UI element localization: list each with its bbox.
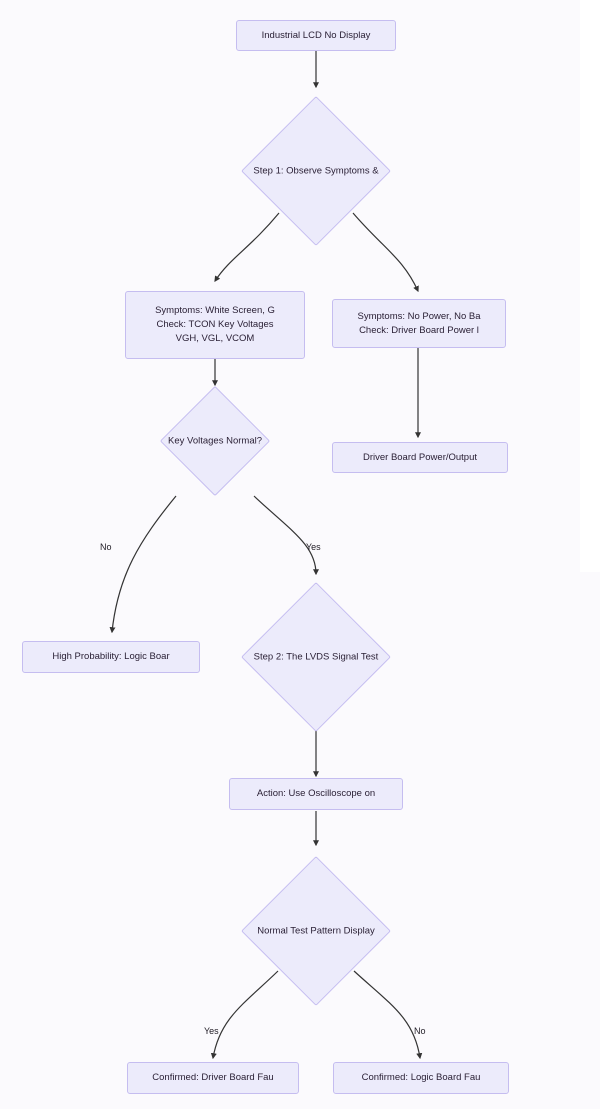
- node-pattern-question-label: Normal Test Pattern Display: [257, 925, 375, 937]
- node-driver-board-output[interactable]: [332, 442, 508, 473]
- node-confirmed-logic-board-fault-label: Confirmed: Logic Board Fau: [361, 1072, 481, 1084]
- node-action-oscilloscope-label: Action: Use Oscilloscope on: [256, 788, 376, 800]
- edge-key-voltages-no-to-logic-board: [112, 496, 176, 632]
- edge-step1-to-symptoms-nopower: [353, 213, 418, 291]
- node-symptoms-no-power-label: Symptoms: No Power, No Ba Check: Driver Board Power l: [357, 310, 481, 336]
- edge-key-voltages-yes-to-step2: [254, 496, 316, 574]
- node-step2[interactable]: [253, 604, 379, 710]
- node-step1[interactable]: [253, 118, 379, 224]
- node-symptoms-white-screen-label: Symptoms: White Screen, G Check: TCON Key Voltages VGH, VGL, VCOM: [155, 305, 275, 344]
- node-key-voltages-question[interactable]: [168, 402, 262, 480]
- node-confirmed-driver-board-fault-label: Confirmed: Driver Board Fau: [152, 1072, 274, 1084]
- node-step2-label: Step 2: The LVDS Signal Test: [253, 651, 379, 663]
- node-symptoms-white-screen[interactable]: [125, 291, 305, 359]
- node-key-voltages-question-label: Key Voltages Normal?: [168, 435, 262, 447]
- edge-pattern-no-to-confirmed-logic: [354, 971, 420, 1058]
- node-action-oscilloscope[interactable]: [229, 778, 403, 810]
- edge-label-yes-bottom: Yes: [204, 1026, 219, 1036]
- node-high-probability-logic-board-label: High Probability: Logic Boar: [52, 651, 170, 663]
- node-high-probability-logic-board[interactable]: [22, 641, 200, 673]
- node-confirmed-logic-board-fault[interactable]: [333, 1062, 509, 1094]
- edge-label-yes-left: Yes: [306, 542, 321, 552]
- node-start[interactable]: [236, 20, 396, 51]
- edge-pattern-yes-to-confirmed-driver: [213, 971, 278, 1058]
- node-driver-board-output-label: Driver Board Power/Output: [362, 451, 478, 463]
- node-confirmed-driver-board-fault[interactable]: [127, 1062, 299, 1094]
- node-step1-label: Step 1: Observe Symptoms &: [253, 165, 379, 177]
- node-start-label: Industrial LCD No Display: [261, 29, 371, 41]
- edge-label-no-bottom: No: [414, 1026, 426, 1036]
- node-symptoms-no-power[interactable]: [332, 299, 506, 348]
- node-pattern-question[interactable]: [257, 878, 375, 984]
- edge-label-no-left: No: [100, 542, 112, 552]
